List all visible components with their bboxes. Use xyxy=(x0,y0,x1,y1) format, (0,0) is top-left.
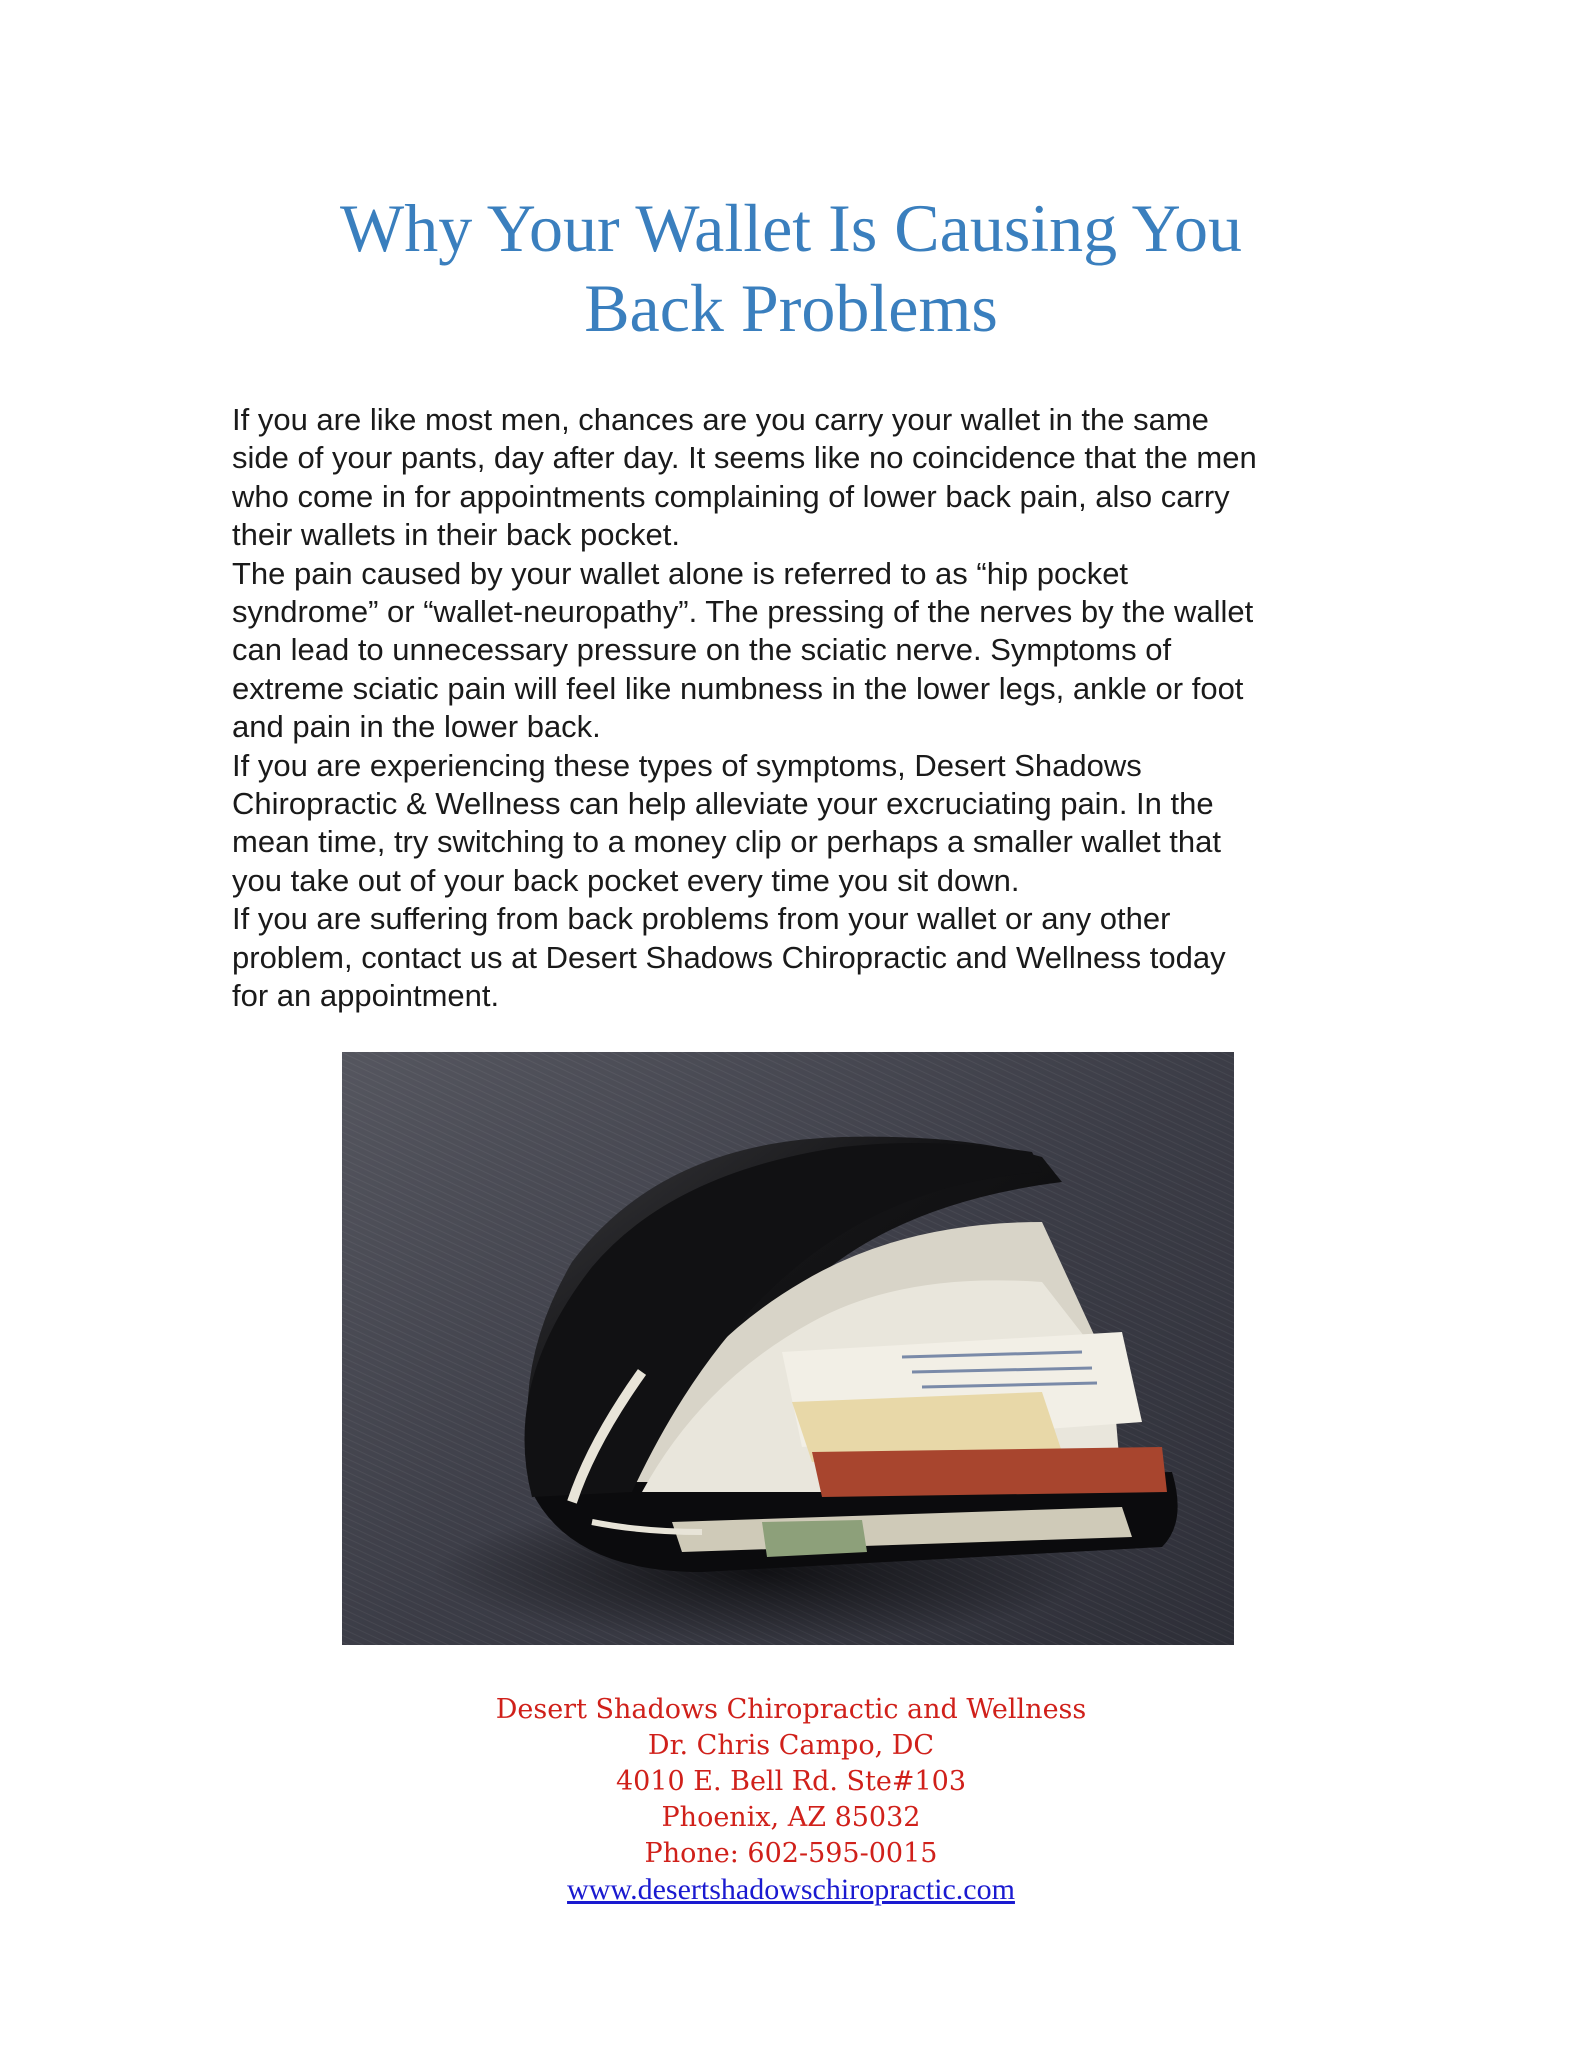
wallet-photo xyxy=(342,1052,1234,1645)
body-line: who come in for appointments complaining of lower back pain, also carry xyxy=(232,478,1230,514)
body-line: syndrome” or “wallet-neuropathy”. The pressing of the nerves by the wallet xyxy=(232,594,1254,630)
street-address: 4010 E. Bell Rd. Ste#103 xyxy=(615,1766,967,1797)
body-line: If you are experiencing these types of symptoms, Desert Shadows xyxy=(232,747,1142,783)
city-state-zip: Phoenix, AZ 85032 xyxy=(661,1802,921,1833)
body-line: for an appointment. xyxy=(232,978,500,1014)
body-line: The pain caused by your wallet alone is referred to as “hip pocket xyxy=(232,555,1129,591)
website-link[interactable]: www.desertshadowschiropractic.com xyxy=(567,1873,1015,1906)
article-body xyxy=(232,401,1372,1016)
doctor-name: Dr. Chris Campo, DC xyxy=(647,1730,935,1761)
business-name: Desert Shadows Chiropractic and Wellness xyxy=(495,1694,1087,1725)
phone-number: Phone: 602-595-0015 xyxy=(644,1838,938,1869)
body-line: you take out of your back pocket every time you sit down. xyxy=(232,862,1020,898)
title-line-2: Back Problems xyxy=(584,270,998,346)
body-line: side of your pants, day after day. It seems like no coincidence that the men xyxy=(232,440,1257,476)
body-line: and pain in the lower back. xyxy=(232,709,601,745)
body-line: extreme sciatic pain will feel like numbness in the lower legs, ankle or foot xyxy=(232,670,1244,706)
body-line: mean time, try switching to a money clip or perhaps a smaller wallet that xyxy=(232,824,1221,860)
page-title xyxy=(0,188,1582,348)
contact-footer xyxy=(0,1692,1582,1908)
body-line: Chiropractic & Wellness can help alleviate your excruciating pain. In the xyxy=(232,786,1214,822)
wallet-illustration xyxy=(342,1052,1234,1645)
body-line: their wallets in their back pocket. xyxy=(232,517,680,553)
body-line: problem, contact us at Desert Shadows Chiropractic and Wellness today xyxy=(232,939,1226,975)
body-line: If you are suffering from back problems from your wallet or any other xyxy=(232,901,1171,937)
body-line: can lead to unnecessary pressure on the sciatic nerve. Symptoms of xyxy=(232,632,1172,668)
body-line: If you are like most men, chances are you carry your wallet in the same xyxy=(232,402,1209,437)
title-line-1: Why Your Wallet Is Causing You xyxy=(340,190,1242,266)
